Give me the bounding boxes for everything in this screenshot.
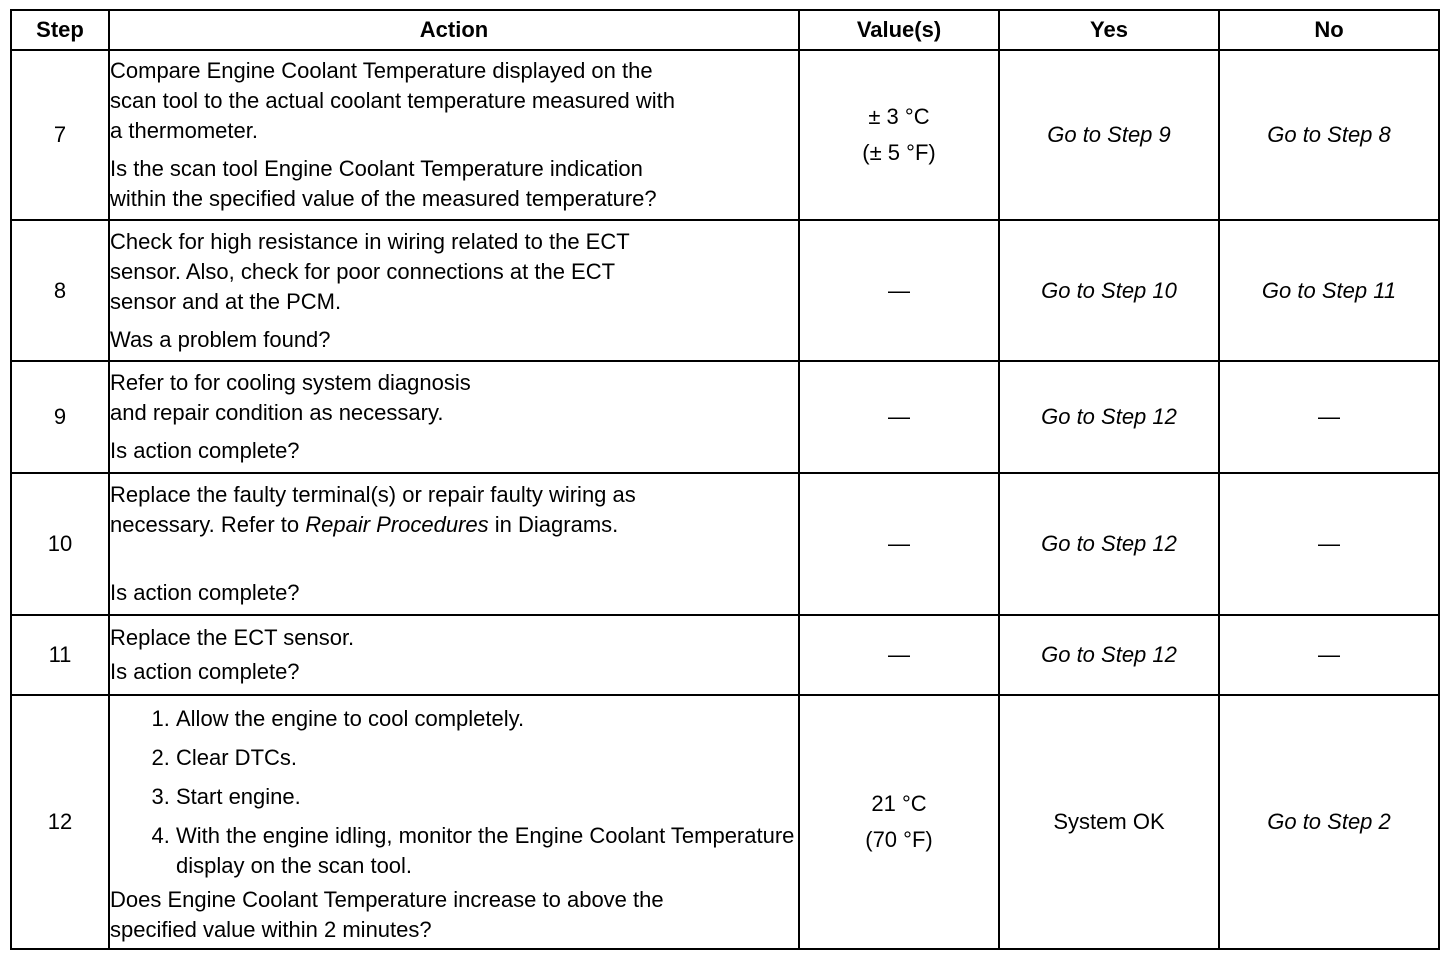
yes-link[interactable]: Go to Step 12 [1041, 642, 1177, 667]
action-cell [109, 50, 799, 220]
value-text: 21 °C [871, 791, 927, 816]
action-text: Check for high resistance in wiring related to the ECT [110, 228, 630, 254]
procedure-list [110, 704, 798, 881]
header-row [11, 10, 1439, 50]
question-text: Is action complete? [110, 580, 300, 605]
question-block [110, 885, 798, 945]
value-cell [799, 220, 999, 361]
no-cell [1219, 695, 1439, 949]
action-text: in Diagrams. [488, 512, 619, 537]
value-cell [799, 695, 999, 949]
header-action: Action [109, 10, 799, 50]
yes-cell [999, 361, 1219, 473]
value-text: (70 °F) [865, 827, 933, 852]
action-text: and repair condition as necessary. [110, 400, 444, 425]
value-cell [799, 473, 999, 615]
header-yes: Yes [999, 10, 1219, 50]
yes-cell [999, 220, 1219, 361]
value-text: (± 5 °F) [862, 140, 936, 165]
question-text: Is the scan tool Engine Coolant Temperature indication [110, 156, 643, 181]
header-no: No [1219, 10, 1439, 50]
list-item: 1. Allow the engine to cool completely. [176, 704, 798, 734]
step-number: 9 [11, 361, 109, 473]
question-block [110, 325, 798, 355]
value-dash: — [888, 404, 910, 429]
yes-cell [999, 50, 1219, 220]
no-cell [1219, 220, 1439, 361]
no-cell [1219, 473, 1439, 615]
no-cell [1219, 615, 1439, 695]
action-text: necessary. Refer to [110, 512, 306, 537]
yes-link[interactable]: Go to Step 10 [1041, 277, 1177, 303]
value-dash: — [888, 277, 910, 303]
step-number: 8 [11, 220, 109, 361]
question-block [110, 657, 798, 687]
question-text: Is action complete? [110, 438, 300, 463]
diagnostic-table [10, 9, 1440, 950]
action-text: Replace the faulty terminal(s) or repair faulty wiring as [110, 482, 636, 507]
action-cell [109, 220, 799, 361]
question-block [110, 154, 798, 214]
question-text: specified value within 2 minutes? [110, 916, 432, 942]
action-cell [109, 473, 799, 615]
no-cell [1219, 50, 1439, 220]
yes-cell [999, 695, 1219, 949]
question-block [110, 578, 798, 608]
question-text: within the specified value of the measured temperature? [110, 186, 657, 211]
value-text: ± 3 °C [868, 104, 930, 129]
action-text: Compare Engine Coolant Temperature displayed on the [110, 58, 653, 83]
repair-procedures-reference[interactable]: Repair Procedures [305, 512, 489, 537]
list-item: 2. Clear DTCs. [176, 743, 798, 773]
no-cell [1219, 361, 1439, 473]
yes-link[interactable]: Go to Step 9 [1047, 122, 1171, 147]
table-row-step-9 [11, 361, 1439, 473]
table-row-step-7 [11, 50, 1439, 220]
value-cell [799, 615, 999, 695]
action-cell [109, 361, 799, 473]
yes-link[interactable]: Go to Step 12 [1041, 531, 1177, 556]
action-text-line [110, 510, 798, 540]
no-dash: — [1318, 531, 1340, 556]
step-number: 12 [11, 695, 109, 949]
action-cell [109, 615, 799, 695]
header-step: Step [11, 10, 109, 50]
table-row-step-11 [11, 615, 1439, 695]
action-text: Refer to for cooling system diagnosis [110, 370, 471, 395]
no-link[interactable]: Go to Step 11 [1261, 277, 1397, 303]
action-text: scan tool to the actual coolant temperature measured with [110, 88, 675, 113]
header-values: Value(s) [799, 10, 999, 50]
question-text: Was a problem found? [110, 326, 331, 352]
no-link[interactable]: Go to Step 8 [1267, 122, 1391, 147]
system-ok-text: System OK [1053, 809, 1165, 834]
step-number: 10 [11, 473, 109, 615]
question-text: Is action complete? [110, 659, 300, 684]
step-number: 7 [11, 50, 109, 220]
table-row-step-12 [11, 695, 1439, 949]
step-number: 11 [11, 615, 109, 695]
action-text: sensor. Also, check for poor connections at the ECT [110, 258, 616, 284]
no-dash: — [1318, 642, 1340, 667]
action-text: a thermometer. [110, 118, 258, 143]
table-row-step-8 [11, 220, 1439, 361]
value-cell [799, 50, 999, 220]
action-text: sensor and at the PCM. [110, 288, 342, 314]
value-dash: — [888, 642, 910, 667]
table-row-step-10 [11, 473, 1439, 615]
action-text: Replace the ECT sensor. [110, 625, 355, 650]
action-cell [109, 695, 799, 949]
question-block [110, 436, 798, 466]
list-item: 3. Start engine. [176, 782, 798, 812]
value-dash: — [888, 531, 910, 556]
yes-cell [999, 473, 1219, 615]
yes-cell [999, 615, 1219, 695]
no-dash: — [1318, 404, 1340, 429]
list-item: 4. With the engine idling, monitor the Engine Coolant Temperature display on the scan tool. [176, 821, 798, 881]
value-cell [799, 361, 999, 473]
no-link[interactable]: Go to Step 2 [1267, 809, 1391, 834]
question-text: Does Engine Coolant Temperature increase to above the [110, 886, 664, 912]
yes-link[interactable]: Go to Step 12 [1041, 404, 1177, 429]
